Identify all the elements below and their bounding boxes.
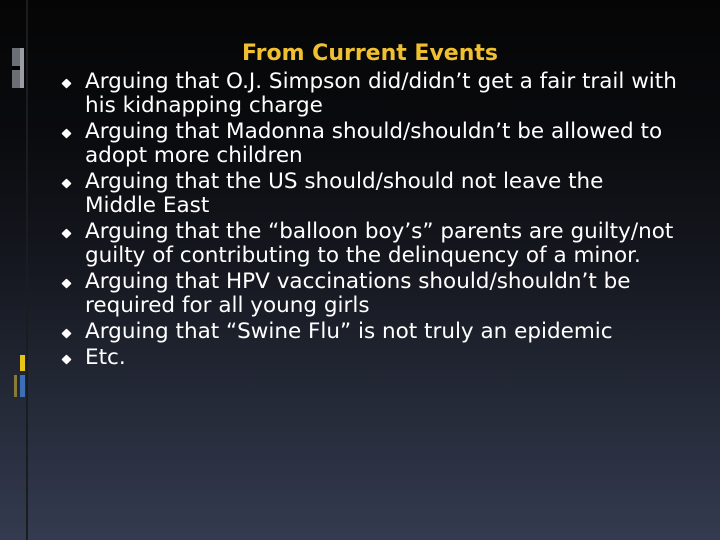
bullet-item <box>60 120 680 168</box>
bullet-text: Etc. <box>85 345 126 370</box>
accent-line <box>26 0 28 540</box>
left-accent-decoration <box>0 0 30 540</box>
square-bullet-icon <box>61 278 71 288</box>
bullet-text: Arguing that O.J. Simpson did/didn’t get a fair trail with his kidnapping charge <box>85 69 677 118</box>
bullet-item <box>60 270 680 318</box>
slide-title: From Current Events <box>242 41 498 66</box>
bullet-text: Arguing that the US should/should not leave the Middle East <box>85 169 604 218</box>
accent-strip-gray <box>20 48 24 88</box>
square-bullet-icon <box>61 228 71 238</box>
bullet-item <box>60 220 680 268</box>
accent-block-blue <box>20 375 25 397</box>
square-bullet-icon <box>61 128 71 138</box>
square-bullet-icon <box>61 178 71 188</box>
bullet-item <box>60 170 680 218</box>
bullet-item <box>60 346 680 370</box>
accent-strip-olive <box>14 375 17 397</box>
bullet-text: Arguing that “Swine Flu” is not truly an epidemic <box>85 319 613 344</box>
bullet-text: Arguing that Madonna should/shouldn’t be allowed to adopt more children <box>85 119 663 168</box>
square-bullet-icon <box>61 78 71 88</box>
square-bullet-icon <box>61 328 71 338</box>
square-bullet-icon <box>61 354 71 364</box>
bullet-text: Arguing that HPV vaccinations should/shouldn’t be required for all young girls <box>85 269 631 318</box>
bullet-item <box>60 320 680 344</box>
bullet-list <box>60 70 680 372</box>
accent-block-yellow <box>20 355 25 371</box>
bullet-text: Arguing that the “balloon boy’s” parents are guilty/not guilty of contributing to the delinquency of a minor. <box>85 219 674 268</box>
bullet-item <box>60 70 680 118</box>
